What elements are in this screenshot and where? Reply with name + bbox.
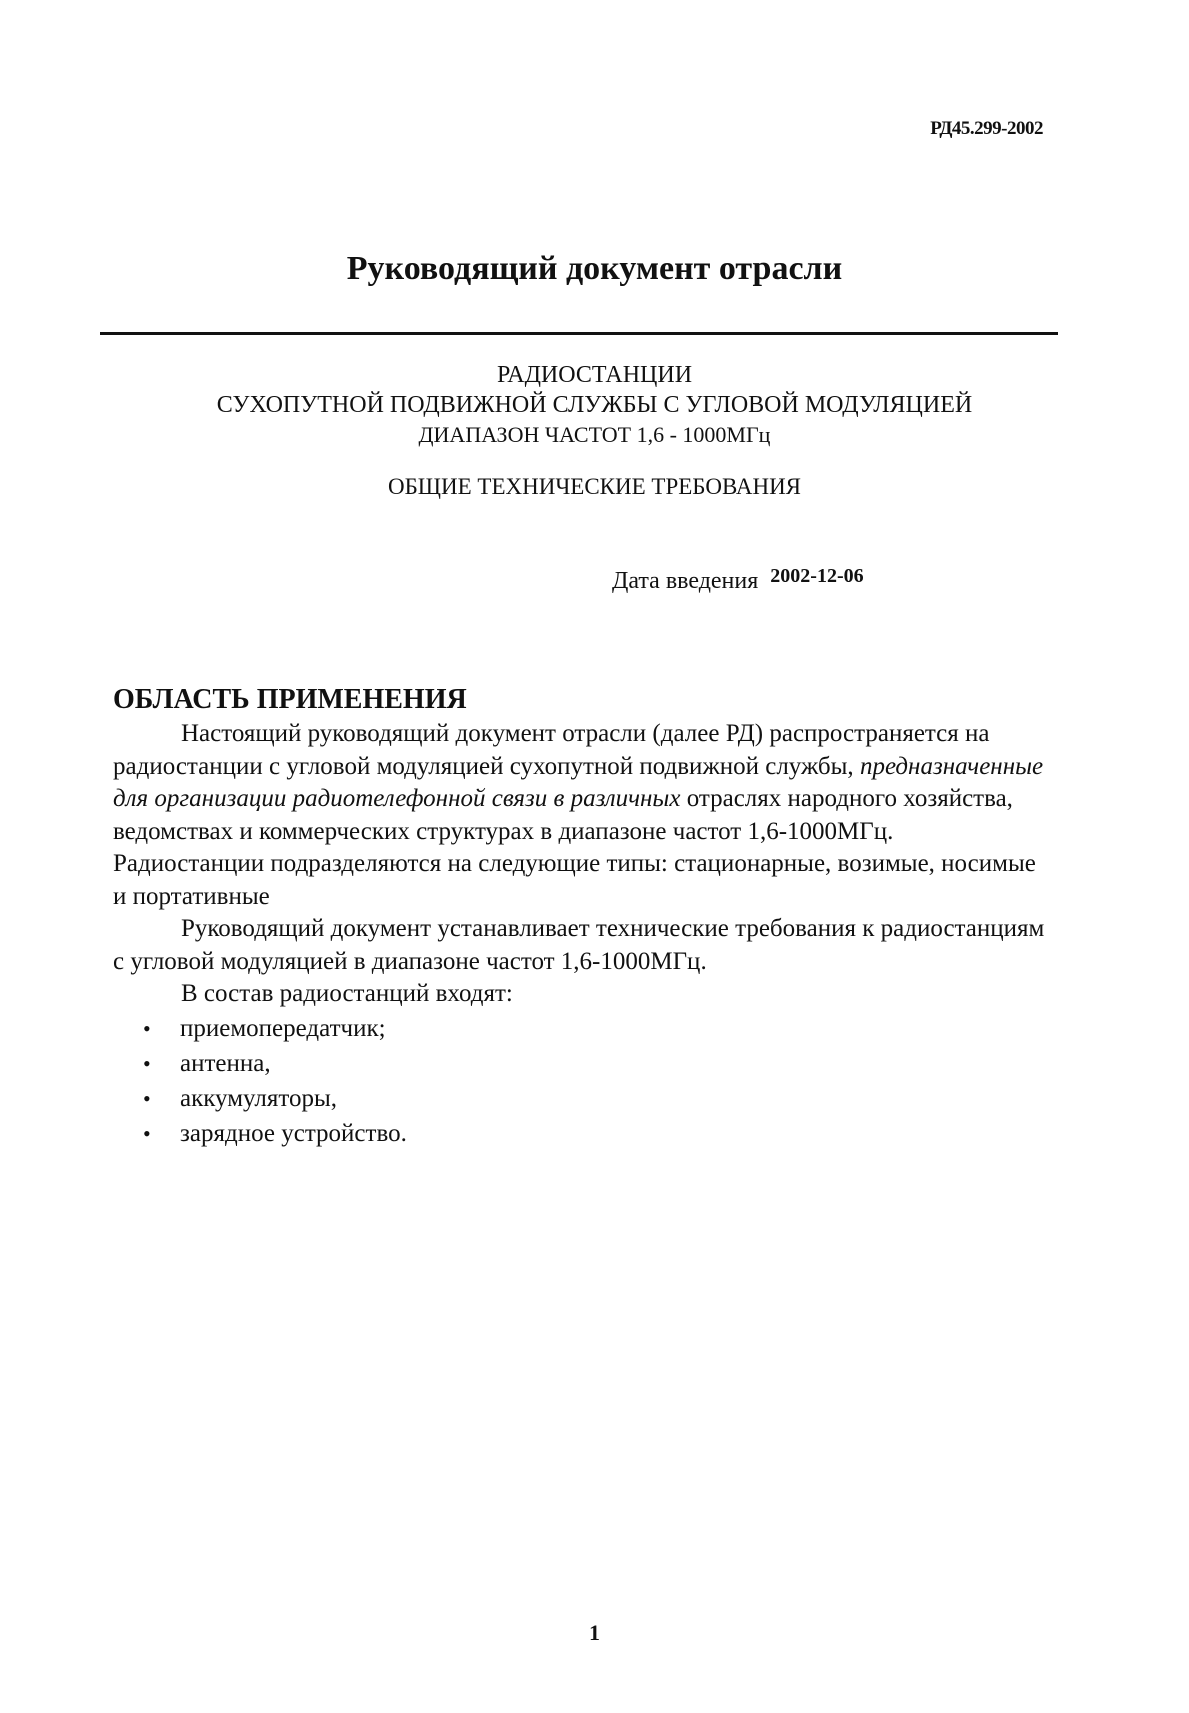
list-item-text: антенна,: [180, 1049, 271, 1077]
document-code: РД45.299-2002: [930, 118, 1043, 139]
page-title: Руководящий документ отрасли: [346, 250, 843, 287]
subtitle-line-1: РАДИОСТАНЦИИ: [496, 362, 693, 388]
component-list: [113, 1011, 1053, 1151]
list-item-text: зарядное устройство.: [180, 1119, 407, 1147]
subtitle-line-2: СУХОПУТНОЙ ПОДВИЖНОЙ СЛУЖБЫ С УГЛОВОЙ МОДУЛЯЦИЕЙ: [216, 392, 973, 418]
bullet-icon: •: [143, 1085, 151, 1111]
paragraph-scope: [113, 718, 1053, 848]
paragraph-requirements: Руководящий документ устанавливает технические требования к радиостанциям с угловой модуляцией в диапазоне частот 1,6-1000МГц.: [113, 915, 1045, 975]
subtitle-line-3: ДИАПАЗОН ЧАСТОТ 1,6 - 1000МГц: [418, 422, 771, 447]
introduction-date: [612, 565, 864, 595]
document-subtitle: [0, 360, 1189, 450]
introduction-date-value: 2002-12-06: [770, 565, 864, 587]
paragraph-types: Радиостанции подразделяются на следующие типы: стационарные, возимые, носимые и портативные: [113, 850, 1036, 910]
page-number: 1: [589, 1620, 600, 1645]
bullet-icon: •: [143, 1120, 151, 1146]
paragraph-scope-italic: предназначенные для организации радиотелефонной связи в различных: [113, 752, 1044, 812]
requirements-heading: ОБЩИЕ ТЕХНИЧЕСКИЕ ТРЕБОВАНИЯ: [387, 474, 802, 499]
list-item: [113, 1011, 1053, 1046]
list-item: [113, 1116, 1053, 1151]
list-item-text: приемопередатчик;: [180, 1014, 386, 1042]
title-divider: [100, 332, 1058, 335]
paragraph-scope-end: отраслях народного хозяйства, ведомствах и коммерческих структурах в диапазоне частот 1,6-1000МГц.: [113, 785, 1013, 845]
paragraph-scope-start: Настоящий руководящий документ отрасли (далее РД) распространяется на радиостанции с угловой модуляцией сухопутной подвижной службы,: [113, 720, 990, 780]
list-item-text: аккумуляторы,: [180, 1084, 338, 1112]
bullet-icon: •: [143, 1050, 151, 1076]
list-item: [113, 1081, 1053, 1116]
section-heading: ОБЛАСТЬ ПРИМЕНЕНИЯ: [113, 684, 467, 715]
section-body: [113, 718, 1053, 1151]
list-intro: В состав радиостанций входят:: [181, 980, 513, 1007]
list-item: [113, 1046, 1053, 1081]
bullet-icon: •: [143, 1015, 151, 1041]
introduction-date-label: Дата введения: [612, 568, 759, 594]
